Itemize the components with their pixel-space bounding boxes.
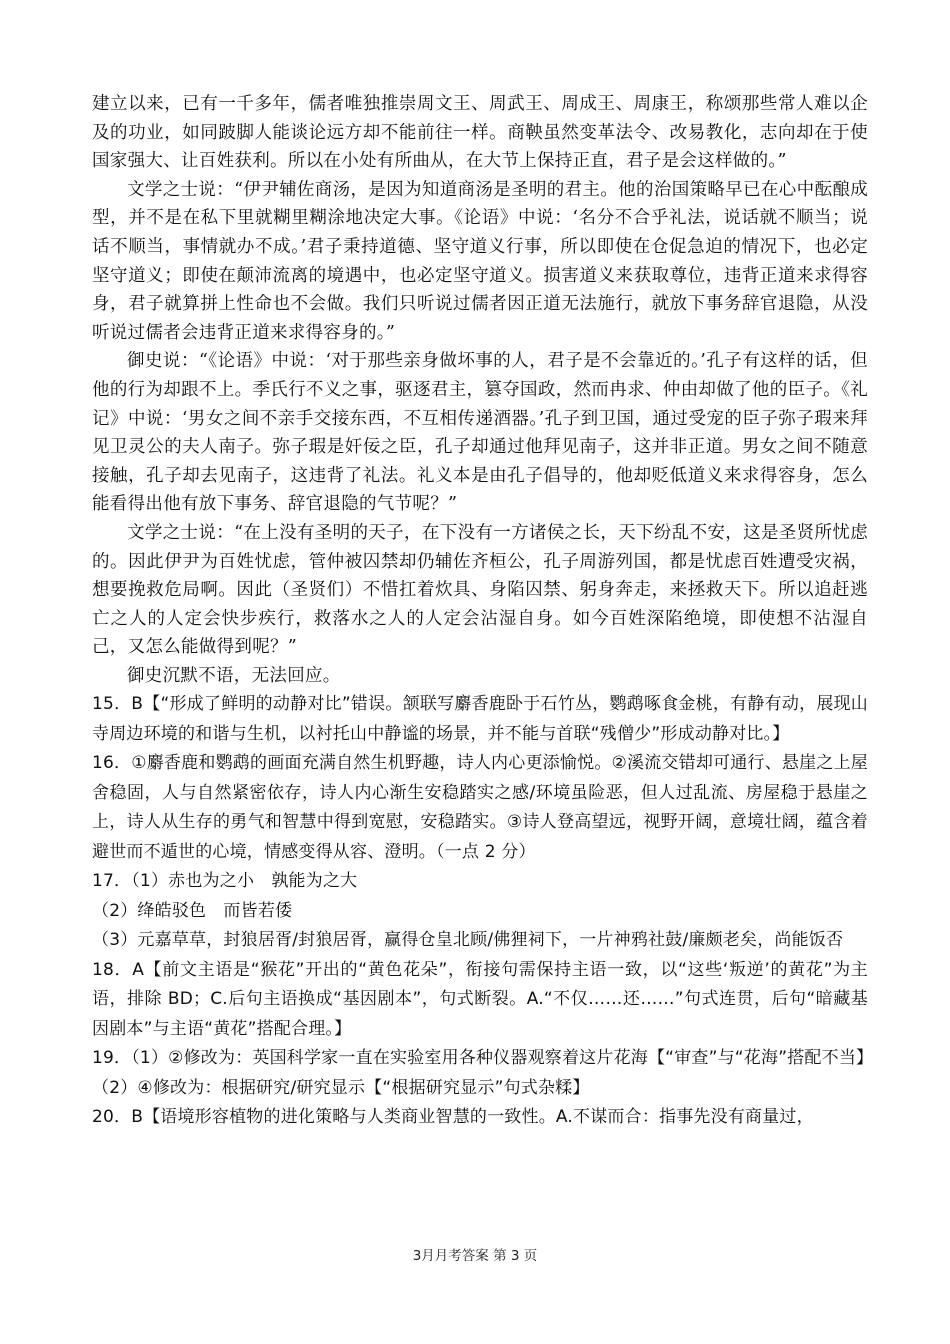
- answer-18: 18．A【前文主语是“猴花”开出的“黄色花朵”，衔接句需保持主语一致，以“这些‘叛逆’的黄花”为主语，排除 BD；C.后句主语换成“基因剧本”，句式断裂。A.“不仅……还……”句式连贯，后句“暗藏基因剧本”与主语“黄花”搭配合理。】: [92, 959, 868, 1039]
- paragraph-yushi-1: 御史说：“《论语》中说：‘对于那些亲身做坏事的人，君子是不会靠近的。’孔子有这样的话，但他的行为却跟不上。季氏行不义之事，驱逐君主，篡夺国政，然而冉求、仲由却做了他的臣子。《礼记》中说：‘男女之间不亲手交接东西，不互相传递酒器。’孔子到卫国，通过受宠的臣子弥子瑕来拜见卫灵公的夫人南子。弥子瑕是奸佞之臣，孔子却通过他拜见南子，这并非正道。男女之间不随意接触，孔子却去见南子，这违背了礼法。礼义本是由孔子倡导的，他却贬低道义来求得容身，怎么能看得出他有放下事务、辞官退隐的气节呢？”: [92, 351, 868, 515]
- answer-15: 15．B【“形成了鲜明的动静对比”错误。颔联写麝香鹿卧于石竹丛，鹦鹉啄食金桃，有静有动，展现山寺周边环境的和谐与生机，以衬托山中静谧的场景，并不能与首联“残僧少”形成动静对比。】: [92, 694, 868, 744]
- paragraph-wenxue-1: 文学之士说：“伊尹辅佐商汤，是因为知道商汤是圣明的君主。他的治国策略早已在心中酝酿成型，并不是在私下里就糊里糊涂地决定大事。《论语》中说：‘名分不合乎礼法，说话就不顺当；说话不顺当，事情就办不成。’君子秉持道德、坚守道义行事，所以即使在仓促急迫的情况下，也必定坚守道义；即使在颠沛流离的境遇中，也必定坚守道义。损害道义来获取尊位，违背正道来求得容身，君子就算拼上性命也不会做。我们只听说过儒者因正道无法施行，就放下事务辞官退隐，从没听说过儒者会违背正道来求得容身的。”: [92, 179, 868, 343]
- paragraph-yushi-2: 御史沉默不语，无法回应。: [127, 665, 341, 686]
- answer-20: 20．B【语境形容植物的进化策略与人类商业智慧的一致性。A.不谋而合：指事先没有商量过，: [92, 1107, 814, 1128]
- paragraph-translation-continued: 建立以来，已有一千多年，儒者唯独推崇周文王、周武王、周成王、周康王，称颂那些常人难以企及的功业，如同跛脚人能谈论远方却不能前往一样。商鞅虽然变革法令、改易教化，志向却在于使国家强大、让百姓获利。所以在小处有所曲从，在大节上保持正直，君子是会这样做的。”: [92, 94, 868, 172]
- answer-17-3: （3）元嘉草草，封狼居胥/封狼居胥，赢得仓皇北顾/佛狸祠下，一片神鸦社鼓/廉颇老矣，尚能饭否: [92, 930, 844, 951]
- page-footer: 3月月考答案 第 3 页: [412, 1248, 538, 1264]
- answer-17-1: 17．（1）赤也为之小 孰能为之大: [92, 871, 358, 892]
- paragraph-wenxue-2: 文学之士说：“在上没有圣明的天子，在下没有一方诸侯之长，天下纷乱不安，这是圣贤所忧虑的。因此伊尹为百姓忧虑，管仲被囚禁却仍辅佐齐桓公，孔子周游列国，都是忧虑百姓遭受灾祸，想要挽救危局啊。因此（圣贤们）不惜扛着炊具、身陷囚禁、躬身奔走，来拯救天下。所以追赶逃亡之人的人定会快步疾行，救落水之人的人定会沾湿自身。如今百姓深陷绝境，即使想不沾湿自己，又怎么能做得到呢？”: [92, 522, 868, 658]
- answer-content: [92, 90, 874, 1133]
- answer-17-2: （2）绛皓驳色 而皆若倭: [92, 900, 293, 921]
- answer-16: 16．①麝香鹿和鹦鹉的画面充满自然生机野趣，诗人内心更添愉悦。②溪流交错却可通行、悬崖之上屋舍稳固，人与自然紧密依存，诗人内心渐生安稳踏实之感/环境虽险恶，但人过乱流、房屋稳于悬崖之上，诗人从生存的勇气和智慧中得到宽慰，安稳踏实。③诗人登高望远，视野开阔，意境壮阔，蕴含着避世而不遁世的心境，情感变得从容、澄明。（一点 2 分）: [92, 753, 868, 862]
- answer-19-1: 19．（1）②修改为：英国科学家一直在实验室用各种仪器观察着这片花海【“审查”与“花海”搭配不当】: [92, 1048, 874, 1069]
- answer-19-2: （2）④修改为：根据研究/研究显示【“根据研究显示”句式杂糅】: [92, 1077, 590, 1098]
